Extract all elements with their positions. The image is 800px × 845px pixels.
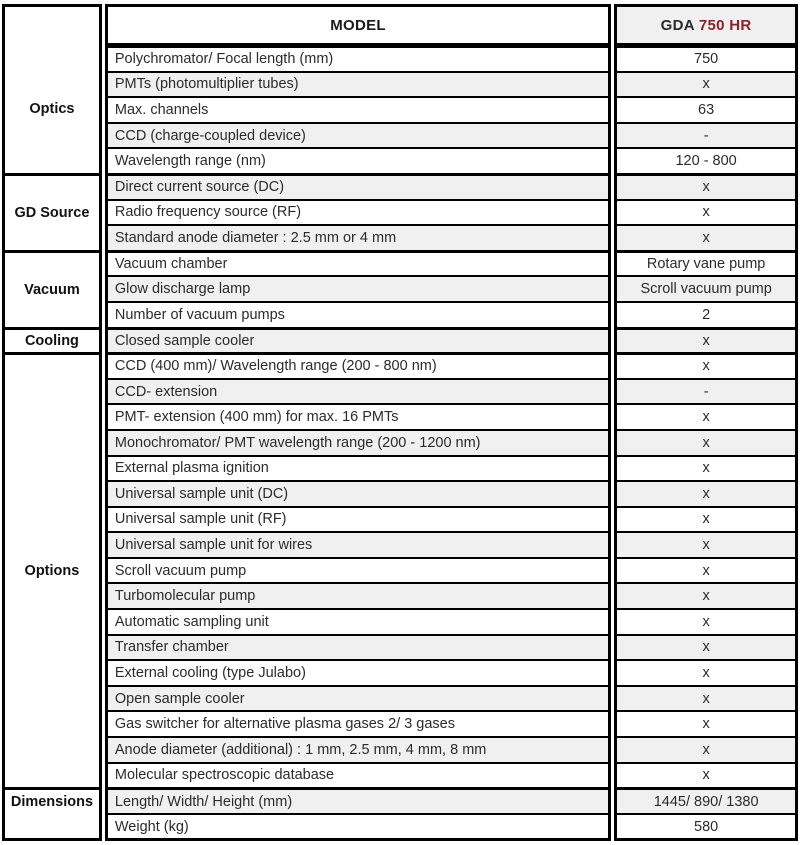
category-label: Dimensions (10, 793, 94, 810)
value-text: x (702, 537, 710, 554)
value-text: x (702, 665, 710, 682)
category-label: Vacuum (24, 281, 80, 298)
value-cell (617, 736, 795, 762)
param-label: Vacuum chamber (114, 256, 228, 273)
param-cell (108, 173, 608, 199)
param-cell (108, 685, 608, 711)
param-cell (108, 71, 608, 97)
value-cell (617, 557, 795, 583)
value-text: 580 (694, 818, 719, 835)
value-text: Scroll vacuum pump (640, 281, 772, 298)
param-label: Length/ Width/ Height (mm) (114, 793, 293, 810)
param-cell (108, 787, 608, 813)
param-label: Universal sample unit (DC) (114, 485, 289, 502)
value-text: x (702, 562, 710, 579)
param-cell (108, 224, 608, 250)
param-cell (108, 96, 608, 122)
param-cell (108, 250, 608, 276)
param-cell (108, 122, 608, 148)
param-label: External plasma ignition (114, 460, 269, 477)
param-cell (108, 582, 608, 608)
param-label: Universal sample unit (RF) (114, 511, 287, 528)
value-cell (617, 480, 795, 506)
param-cell (108, 327, 608, 353)
category-cell (5, 352, 99, 787)
value-cell (617, 762, 795, 788)
product-name-label: 750 HR (698, 16, 752, 34)
param-label: Max. channels (114, 101, 209, 118)
value-cell (617, 71, 795, 97)
value-cell (617, 787, 795, 813)
param-label: Gas switcher for alternative plasma gases 2/ 3 gases (114, 716, 455, 733)
value-text: x (702, 332, 710, 349)
param-cell (108, 455, 608, 481)
param-label: Anode diameter (additional) : 1 mm, 2.5 mm, 4 mm, 8 mm (114, 741, 487, 758)
value-cell (617, 327, 795, 353)
param-cell (108, 429, 608, 455)
param-label: Automatic sampling unit (114, 613, 269, 630)
category-cell (5, 250, 99, 327)
value-cell (617, 582, 795, 608)
value-text: - (703, 383, 709, 400)
param-label: Open sample cooler (114, 690, 245, 707)
param-label: Closed sample cooler (114, 332, 255, 349)
value-text: x (702, 511, 710, 528)
param-cell (108, 557, 608, 583)
param-cell (108, 659, 608, 685)
param-cell (108, 506, 608, 532)
value-cell (617, 250, 795, 276)
value-text: x (702, 716, 710, 733)
param-cell (108, 762, 608, 788)
category-cell (5, 7, 99, 173)
param-cell (108, 736, 608, 762)
value-text: x (702, 485, 710, 502)
param-cell (108, 813, 608, 839)
value-cell (617, 199, 795, 225)
param-label: Molecular spectroscopic database (114, 767, 335, 784)
param-label: Radio frequency source (RF) (114, 204, 302, 221)
param-cell (108, 275, 608, 301)
param-label: CCD (400 mm)/ Wavelength range (200 - 800 nm) (114, 358, 437, 375)
value-cell (617, 429, 795, 455)
param-label: Glow discharge lamp (114, 281, 251, 298)
param-label: Monochromator/ PMT wavelength range (200 - 1200 nm) (114, 434, 481, 451)
param-cell (108, 531, 608, 557)
value-text: x (702, 179, 710, 196)
value-text: x (702, 460, 710, 477)
param-label: Scroll vacuum pump (114, 562, 247, 579)
value-text: x (702, 613, 710, 630)
value-cell (617, 685, 795, 711)
value-text: x (702, 690, 710, 707)
value-text: x (702, 767, 710, 784)
value-cell (617, 813, 795, 839)
category-cell (5, 787, 99, 838)
param-label: Weight (kg) (114, 818, 189, 835)
value-text: x (702, 588, 710, 605)
param-label: PMT- extension (400 mm) for max. 16 PMTs (114, 409, 399, 426)
param-label: CCD- extension (114, 383, 218, 400)
value-cell (617, 96, 795, 122)
category-label: Options (24, 563, 80, 580)
model-header-cell (108, 7, 608, 45)
value-cell (617, 608, 795, 634)
param-cell (108, 608, 608, 634)
param-label: PMTs (photomultiplier tubes) (114, 76, 299, 93)
value-text: 750 (694, 51, 719, 68)
value-text: 120 - 800 (675, 153, 737, 170)
value-cell (617, 45, 795, 71)
param-label: CCD (charge-coupled device) (114, 127, 306, 144)
value-text: x (702, 409, 710, 426)
param-label: External cooling (type Julabo) (114, 665, 306, 682)
param-label: Turbomolecular pump (114, 588, 256, 605)
value-column (614, 4, 798, 841)
value-cell (617, 352, 795, 378)
product-prefix-label: GDA (660, 16, 695, 34)
spec-table (2, 4, 798, 841)
param-cell (108, 45, 608, 71)
category-column (2, 4, 102, 841)
value-text: 1445/ 890/ 1380 (653, 793, 759, 810)
value-cell (617, 147, 795, 173)
value-text: x (702, 229, 710, 246)
param-label: Universal sample unit for wires (114, 537, 313, 554)
param-cell (108, 403, 608, 429)
value-cell (617, 403, 795, 429)
value-cell (617, 301, 795, 327)
value-cell (617, 531, 795, 557)
param-cell (108, 199, 608, 225)
param-label: Direct current source (DC) (114, 179, 285, 196)
value-text: x (702, 204, 710, 221)
param-label: Number of vacuum pumps (114, 306, 285, 323)
param-label: Transfer chamber (114, 639, 229, 656)
value-cell (617, 634, 795, 660)
value-text: x (702, 639, 710, 656)
value-cell (617, 122, 795, 148)
value-cell (617, 173, 795, 199)
value-cell (617, 710, 795, 736)
value-cell (617, 455, 795, 481)
value-cell (617, 224, 795, 250)
value-cell (617, 275, 795, 301)
value-text: 63 (698, 101, 715, 118)
param-cell (108, 378, 608, 404)
value-cell (617, 659, 795, 685)
param-label: Standard anode diameter : 2.5 mm or 4 mm (114, 229, 397, 246)
value-text: x (702, 358, 710, 375)
parameter-column (105, 4, 611, 841)
value-text: x (702, 76, 710, 93)
category-label: GD Source (14, 204, 90, 221)
category-label: Optics (29, 100, 75, 117)
param-cell (108, 301, 608, 327)
param-cell (108, 480, 608, 506)
param-label: Wavelength range (nm) (114, 153, 266, 170)
category-cell (5, 327, 99, 353)
value-text: x (702, 434, 710, 451)
product-header-cell (617, 7, 795, 45)
value-text: Rotary vane pump (646, 256, 766, 273)
value-cell (617, 378, 795, 404)
param-cell (108, 352, 608, 378)
model-header-label: MODEL (330, 16, 386, 34)
param-cell (108, 147, 608, 173)
param-cell (108, 710, 608, 736)
category-label: Cooling (24, 332, 79, 349)
value-text: 2 (702, 306, 711, 323)
value-text: - (703, 127, 709, 144)
value-text: x (702, 741, 710, 758)
param-label: Polychromator/ Focal length (mm) (114, 51, 334, 68)
category-cell (5, 173, 99, 250)
param-cell (108, 634, 608, 660)
value-cell (617, 506, 795, 532)
